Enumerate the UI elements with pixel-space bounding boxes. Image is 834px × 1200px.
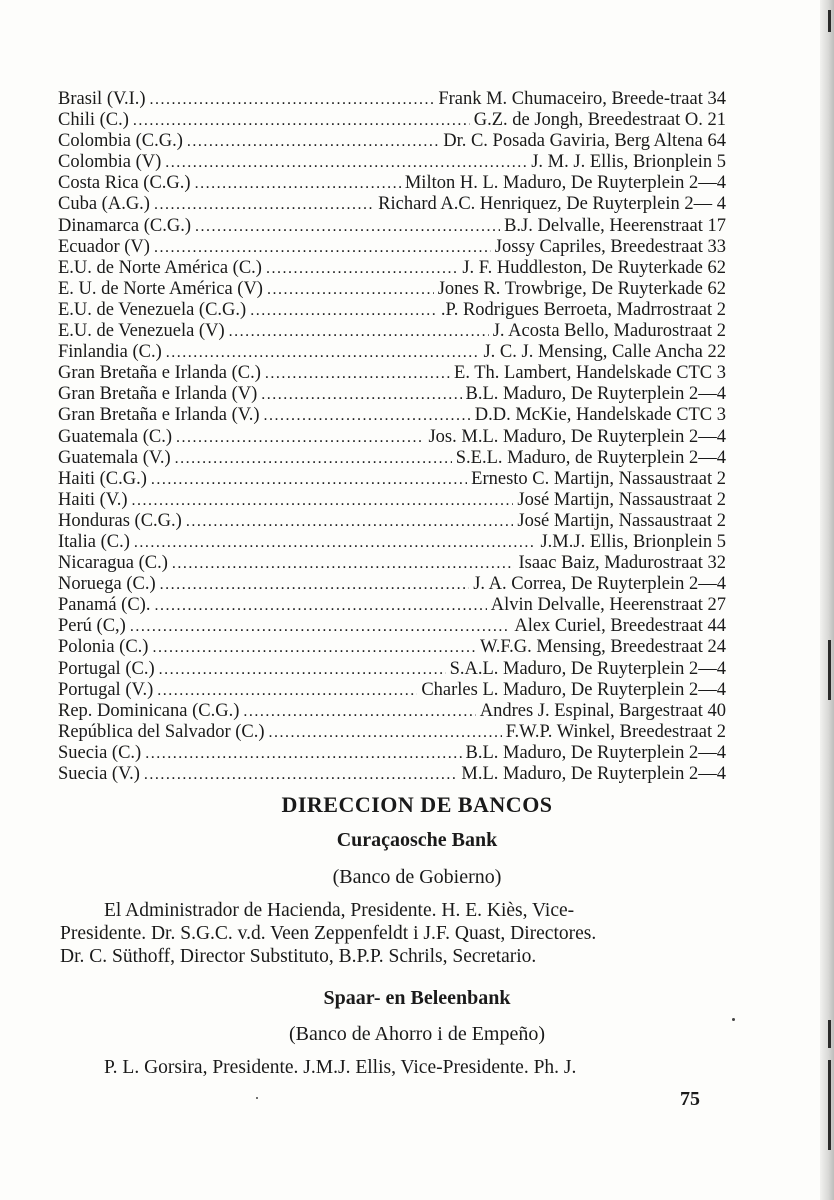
consul-person: B.L. Maduro, De Ruyterplein 2—4 bbox=[465, 742, 726, 763]
consul-person: Jossy Capriles, Breedestraat 33 bbox=[494, 236, 726, 257]
dot-leader bbox=[229, 321, 489, 342]
consul-row bbox=[58, 764, 726, 785]
consul-country: Guatemala (C.) bbox=[58, 426, 173, 447]
consul-country: Chili (C.) bbox=[58, 110, 129, 131]
consul-country: Suecia (C.) bbox=[58, 742, 142, 763]
consul-country: Rep. Dominicana (C.G.) bbox=[58, 700, 240, 721]
consul-row bbox=[58, 469, 726, 490]
consul-row bbox=[58, 131, 726, 152]
consul-row bbox=[58, 701, 726, 722]
consul-row bbox=[58, 616, 726, 637]
consul-row bbox=[58, 342, 726, 363]
consul-row bbox=[58, 680, 726, 701]
edge-mark bbox=[828, 1020, 831, 1048]
consul-person: Milton H. L. Maduro, De Ruyterplein 2—4 bbox=[404, 173, 726, 194]
page-edge-shadow bbox=[820, 0, 834, 1200]
section-heading: DIRECCION DE BANCOS bbox=[281, 792, 553, 817]
dot-leader bbox=[250, 300, 437, 321]
dot-leader bbox=[159, 659, 446, 680]
consul-row bbox=[58, 553, 726, 574]
consul-country: Gran Bretaña e Irlanda (C.) bbox=[58, 363, 261, 384]
consul-row bbox=[58, 300, 726, 321]
dot-leader bbox=[151, 469, 467, 490]
consul-person: J. A. Correa, De Ruyterplein 2—4 bbox=[473, 574, 726, 595]
edge-mark bbox=[828, 1060, 831, 1150]
consul-person: E. Th. Lambert, Handelskade CTC 3 bbox=[454, 363, 726, 384]
dot-leader bbox=[172, 553, 515, 574]
consul-person: Alvin Delvalle, Heerenstraat 27 bbox=[490, 595, 726, 616]
bank-title-spaar: Spaar- en Beleenbank bbox=[323, 987, 511, 1009]
paragraph-line: P. L. Gorsira, Presidente. J.M.J. Ellis, Vice-Presidente. Ph. J. bbox=[104, 1057, 577, 1078]
dot-leader bbox=[195, 173, 401, 194]
consul-row bbox=[58, 384, 726, 405]
consul-country: Cuba (A.G.) bbox=[58, 194, 150, 215]
consul-row bbox=[58, 574, 726, 595]
dot-leader bbox=[154, 237, 491, 258]
consul-country: Panamá (C). bbox=[58, 595, 151, 616]
consul-country: Noruega (C.) bbox=[58, 574, 156, 595]
consul-country: Suecia (V.) bbox=[58, 764, 140, 784]
consul-person: Richard A.C. Henriquez, De Ruyterplein 2— 4 bbox=[378, 194, 726, 215]
consul-person: B.J. Delvalle, Heerenstraat 17 bbox=[504, 215, 726, 236]
consul-person: Jones R. Trowbrige, De Ruyterkade 62 bbox=[437, 278, 726, 299]
ink-speck bbox=[732, 1018, 735, 1021]
consul-person: F.W.P. Winkel, Breedestraat 2 bbox=[505, 721, 726, 742]
consul-row bbox=[58, 743, 726, 764]
paragraph-line: Dr. C. Süthoff, Director Substituto, B.P.P. Schrils, Secretario. bbox=[60, 946, 537, 967]
consul-country: Portugal (V.) bbox=[58, 679, 154, 700]
consul-country: Brasil (V.I.) bbox=[58, 89, 146, 109]
dot-leader bbox=[195, 216, 500, 237]
consul-country: E.U. de Venezuela (V) bbox=[58, 321, 225, 342]
consul-row bbox=[58, 173, 726, 194]
bank-paragraph-curacaosche bbox=[60, 899, 726, 968]
consul-person: Dr. C. Posada Gaviria, Berg Altena 64 bbox=[443, 131, 726, 152]
consul-country: Haiti (V.) bbox=[58, 489, 128, 510]
ink-speck bbox=[256, 1097, 258, 1099]
consul-list bbox=[58, 89, 726, 785]
consul-row bbox=[58, 427, 726, 448]
consul-row bbox=[58, 279, 726, 300]
consul-country: E.U. de Venezuela (C.G.) bbox=[58, 299, 247, 320]
dot-leader bbox=[265, 363, 450, 384]
consul-row bbox=[58, 237, 726, 258]
consul-person: Isaac Baiz, Madurostraat 32 bbox=[518, 553, 726, 574]
consul-row bbox=[58, 405, 726, 426]
dot-leader bbox=[176, 427, 424, 448]
consul-country: Colombia (V) bbox=[58, 152, 162, 173]
consul-row bbox=[58, 89, 726, 110]
consul-row bbox=[58, 722, 726, 743]
consul-person: D.D. McKie, Handelskade CTC 3 bbox=[474, 405, 726, 426]
dot-leader bbox=[160, 574, 470, 595]
consul-row bbox=[58, 511, 726, 532]
consul-row bbox=[58, 532, 726, 553]
dot-leader bbox=[150, 89, 435, 110]
consul-row bbox=[58, 595, 726, 616]
bank-subtitle-spaar: (Banco de Ahorro i de Empeño) bbox=[288, 1023, 546, 1045]
dot-leader bbox=[186, 511, 514, 532]
consul-person: Frank M. Chumaceiro, Breede-traat 34 bbox=[438, 89, 726, 109]
bank-subtitle-curacaosche: (Banco de Gobierno) bbox=[332, 866, 502, 888]
consul-person: Ernesto C. Martijn, Nassaustraat 2 bbox=[471, 468, 726, 489]
dot-leader bbox=[152, 637, 476, 658]
consul-person: J. M. J. Ellis, Brionplein 5 bbox=[531, 152, 726, 173]
consul-row bbox=[58, 490, 726, 511]
consul-row bbox=[58, 363, 726, 384]
consul-country: E. U. de Norte América (V) bbox=[58, 278, 263, 299]
consul-row bbox=[58, 110, 726, 131]
dot-leader bbox=[267, 279, 434, 300]
consul-country: E.U. de Norte América (C.) bbox=[58, 257, 262, 278]
consul-row bbox=[58, 152, 726, 173]
consul-country: Honduras (C.G.) bbox=[58, 510, 182, 531]
consul-country: Gran Bretaña e Irlanda (V) bbox=[58, 384, 258, 405]
consul-row bbox=[58, 448, 726, 469]
dot-leader bbox=[166, 342, 480, 363]
consul-row bbox=[58, 659, 726, 680]
consul-person: J. Acosta Bello, Madurostraat 2 bbox=[492, 321, 726, 342]
consul-row bbox=[58, 637, 726, 658]
dot-leader bbox=[264, 405, 471, 426]
dot-leader bbox=[154, 595, 486, 616]
consul-person: Andres J. Espinal, Bargestraat 40 bbox=[479, 700, 726, 721]
consul-person: Jos. M.L. Maduro, De Ruyterplein 2—4 bbox=[428, 426, 726, 447]
dot-leader bbox=[134, 532, 537, 553]
dot-leader bbox=[144, 764, 458, 785]
consul-row bbox=[58, 258, 726, 279]
consul-person: José Martijn, Nassaustraat 2 bbox=[517, 510, 726, 531]
consul-country: República del Salvador (C.) bbox=[58, 721, 265, 742]
consul-country: Costa Rica (C.G.) bbox=[58, 173, 191, 194]
consul-country: Haiti (C.G.) bbox=[58, 468, 147, 489]
consul-person: G.Z. de Jongh, Breedestraat O. 21 bbox=[473, 110, 726, 131]
consul-person: J.M.J. Ellis, Brionplein 5 bbox=[540, 531, 726, 552]
consul-country: Guatemala (V.) bbox=[58, 447, 171, 468]
consul-person: W.F.G. Mensing, Breedestraat 24 bbox=[479, 637, 726, 658]
consul-country: Portugal (C.) bbox=[58, 658, 155, 679]
consul-person: J. C. J. Mensing, Calle Ancha 22 bbox=[483, 342, 726, 363]
consul-country: Gran Bretaña e Irlanda (V.) bbox=[58, 405, 260, 426]
consul-person: B.L. Maduro, De Ruyterplein 2—4 bbox=[465, 384, 726, 405]
dot-leader bbox=[130, 616, 511, 637]
dot-leader bbox=[266, 258, 458, 279]
bank-title-curacaosche: Curaçaosche Bank bbox=[336, 829, 498, 851]
consul-country: Colombia (C.G.) bbox=[58, 131, 183, 152]
consul-country: Ecuador (V) bbox=[58, 236, 150, 257]
dot-leader bbox=[269, 722, 502, 743]
consul-country: Dinamarca (C.G.) bbox=[58, 215, 192, 236]
dot-leader bbox=[132, 490, 514, 511]
consul-country: Finlandia (C.) bbox=[58, 342, 162, 363]
consul-person: S.A.L. Maduro, De Ruyterplein 2—4 bbox=[449, 658, 726, 679]
edge-mark bbox=[828, 640, 831, 700]
dot-leader bbox=[157, 680, 417, 701]
consul-row bbox=[58, 194, 726, 215]
consul-person: Charles L. Maduro, De Ruyterplein 2—4 bbox=[421, 679, 726, 700]
consul-person: Alex Curiel, Breedestraat 44 bbox=[514, 616, 726, 637]
consul-country: Perú (C,) bbox=[58, 616, 126, 637]
dot-leader bbox=[243, 701, 475, 722]
dot-leader bbox=[133, 110, 470, 131]
consul-country: Italia (C.) bbox=[58, 531, 130, 552]
edge-mark bbox=[828, 10, 831, 32]
bank-paragraph-spaar bbox=[104, 1056, 726, 1079]
paragraph-line: Presidente. Dr. S.G.C. v.d. Veen Zeppenfeldt i J.F. Quast, Directores. bbox=[60, 923, 597, 944]
paragraph-line: El Administrador de Hacienda, Presidente. H. E. Kiès, Vice- bbox=[104, 900, 575, 921]
dot-leader bbox=[261, 384, 461, 405]
dot-leader bbox=[154, 194, 374, 215]
dot-leader bbox=[165, 152, 527, 173]
consul-country: Nicaragua (C.) bbox=[58, 553, 168, 574]
consul-person: M.L. Maduro, De Ruyterplein 2—4 bbox=[461, 764, 726, 784]
consul-person: S.E.L. Maduro, de Ruyterplein 2—4 bbox=[455, 447, 726, 468]
consul-row bbox=[58, 216, 726, 237]
page-number: 75 bbox=[680, 1088, 700, 1110]
consul-person: José Martijn, Nassaustraat 2 bbox=[517, 489, 726, 510]
consul-row bbox=[58, 321, 726, 342]
consul-person: J. F. Huddleston, De Ruyterkade 62 bbox=[462, 257, 726, 278]
consul-country: Polonia (C.) bbox=[58, 637, 149, 658]
dot-leader bbox=[175, 448, 452, 469]
dot-leader bbox=[145, 743, 461, 764]
consul-person: .P. Rodrigues Berroeta, Madrrostraat 2 bbox=[440, 299, 726, 320]
dot-leader bbox=[187, 131, 439, 152]
